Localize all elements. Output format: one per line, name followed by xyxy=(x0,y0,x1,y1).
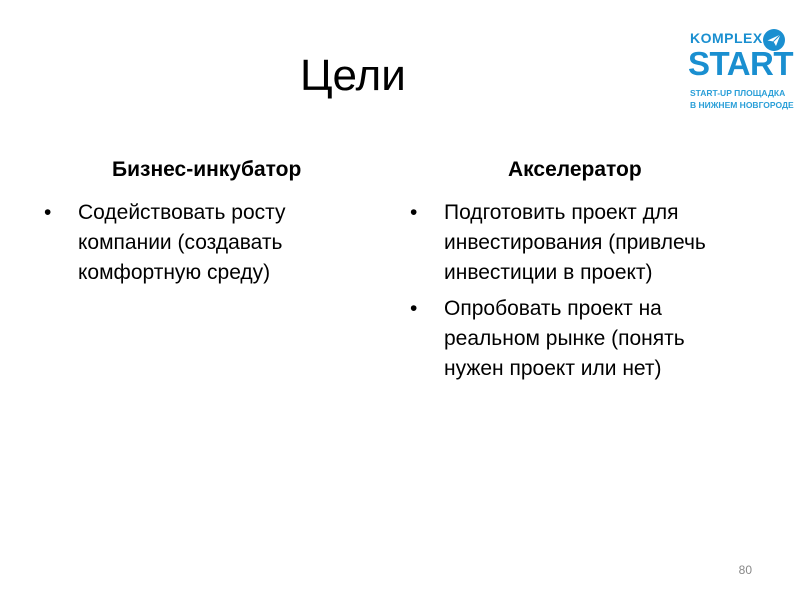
logo-komplex-text: KOMPLEX xyxy=(690,30,763,46)
logo-subtitle-line2: В НИЖНЕМ НОВГОРОДЕ xyxy=(690,100,794,110)
bullet-text-line: компании (создавать xyxy=(78,231,283,254)
list-item xyxy=(44,198,344,288)
list-item xyxy=(410,198,770,288)
bullet-text-line: комфортную среду) xyxy=(78,261,271,284)
logo-start-text: START xyxy=(688,45,794,82)
page-number: 80 xyxy=(738,563,752,577)
bullet-icon: • xyxy=(410,297,418,320)
komplex-start-logo xyxy=(688,24,792,116)
bullet-icon: • xyxy=(410,201,418,224)
accelerator-goals-list xyxy=(410,198,770,390)
bullet-icon: • xyxy=(44,201,52,224)
slide-title: Цели xyxy=(300,51,406,100)
bullet-text-line: Опробовать проект на xyxy=(444,297,662,320)
bullet-text-line: инвестиции в проект) xyxy=(444,261,653,284)
logo-subtitle-line1: START-UP ПЛОЩАДКА xyxy=(690,88,786,98)
bullet-text-line: нужен проект или нет) xyxy=(444,357,662,380)
accelerator-heading: Акселератор xyxy=(508,158,642,181)
business-incubator-heading: Бизнес-инкубатор xyxy=(112,158,302,181)
list-item xyxy=(410,294,770,384)
bullet-text-line: Содействовать росту xyxy=(78,201,286,224)
bullet-text-line: реальном рынке (понять xyxy=(444,327,685,350)
bullet-text-line: инвестирования (привлечь xyxy=(444,231,706,254)
bullet-text-line: Подготовить проект для xyxy=(444,201,679,224)
business-incubator-goals-list xyxy=(44,198,344,294)
